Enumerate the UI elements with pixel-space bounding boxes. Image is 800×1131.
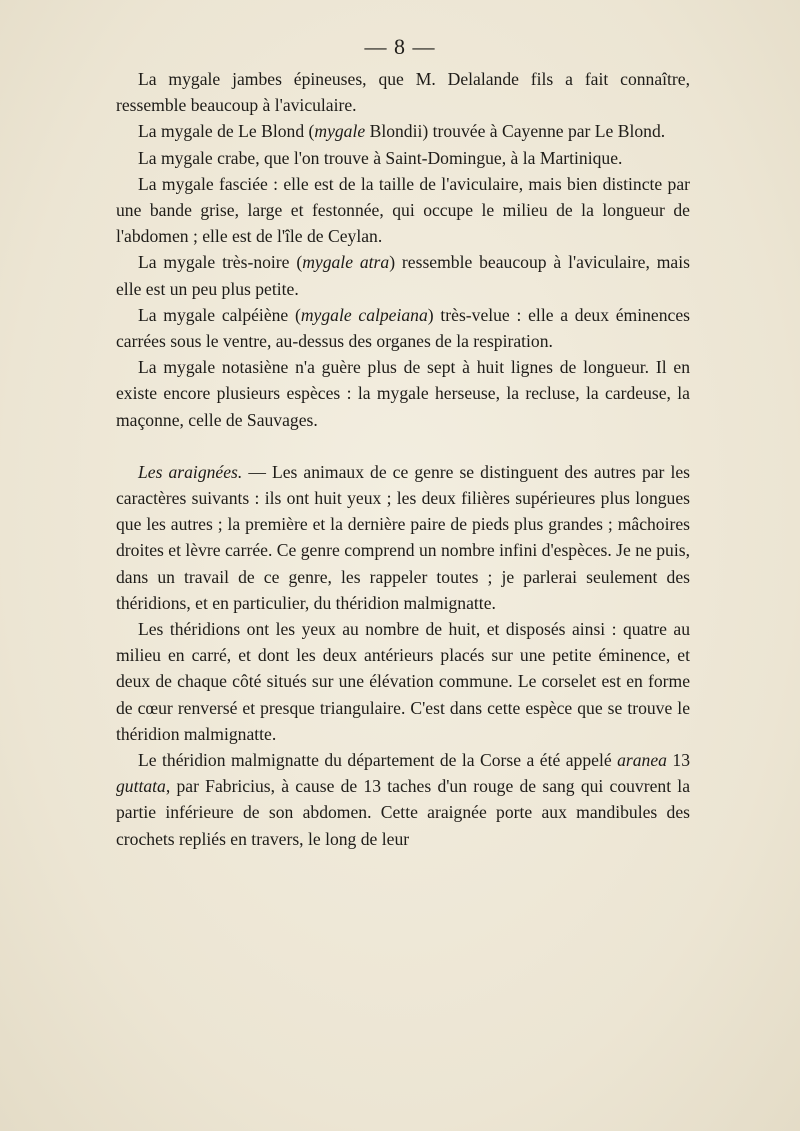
italic-text: mygale atra (302, 252, 390, 273)
text-run: ) très-velue : elle a deux éminences carrées sous le ventre, au-dessus des organes de la respiration. (116, 304, 690, 352)
text-run: ) ressemble beaucoup à l'aviculaire, mais elle est un peu plus petite. (116, 252, 690, 299)
italic-text: mygale calpeiana (300, 304, 428, 325)
text-run: Blondii) trouvée à Cayenne par Le Blond. (365, 121, 666, 142)
italic-text: Les araignées. (138, 461, 243, 482)
italic-text: mygale (314, 121, 366, 142)
text-run: 13 (666, 750, 690, 771)
paragraph-p1 (116, 66, 690, 118)
text-run: La mygale notasiène n'a guère plus de sept à huit lignes de longueur. Il en existe encore plusieurs espèces : la mygale herseuse, la recluse, la cardeuse, la maçonne, celle de Sauvages. (116, 357, 690, 430)
italic-text: guttata (116, 776, 166, 797)
text-run: La mygale calpéiène ( (138, 304, 301, 325)
text-run: La mygale jambes épineuses, que M. Delalande fils a fait connaître, ressemble beaucoup à l'aviculaire. (116, 69, 690, 116)
body-text (116, 66, 690, 852)
text-run: Le théridion malmignatte du département de la Corse a été appelé (138, 750, 618, 771)
paragraph-p7 (116, 354, 690, 433)
text-run: La mygale crabe, que l'on trouve à Saint-Domingue, à la Martinique. (138, 147, 623, 168)
text-run: La mygale de Le Blond ( (138, 121, 315, 142)
text-run: , par Fabricius, à cause de 13 taches d'un rouge de sang qui couvrent la partie inférieure de son abdomen. Cette araignée porte aux mandibules des crochets repliés en travers, le long de leur (116, 776, 690, 849)
text-run: La mygale fasciée : elle est de la taille de l'aviculaire, mais bien distincte par une bande grise, large et festonnée, qui occupe le milieu de la longueur de l'abdomen ; elle est de l'île de Ceylan. (116, 173, 690, 247)
text-run: La mygale très-noire ( (138, 252, 303, 273)
page-number: — 8 — (364, 34, 436, 59)
paragraph-p4 (116, 171, 690, 250)
text-run: Les théridions ont les yeux au nombre de huit, et disposés ainsi : quatre au milieu en carré, et dont les deux antérieurs placés sur une petite éminence, et deux de chaque côté situés sur une élévation commune. Le corselet est en forme de cœur renversé et presque triangulaire. C'est dans cette espèce que se trouve le théridion malmignatte. (116, 619, 690, 744)
italic-text: aranea (617, 750, 667, 771)
paragraph-p9 (116, 616, 690, 747)
paragraph-p6 (116, 302, 690, 354)
paragraph-p5 (116, 249, 690, 301)
paragraph-p3 (116, 145, 690, 171)
text-run: — Les animaux de ce genre se distinguent des autres par les caractères suivants : ils ont huit yeux ; les deux filières supérieures plus longues que les autres ; la première et la dernière paire de pieds plus grandes ; mâchoires droites et lèvre carrée. Ce genre comprend un nombre infini d'espèces. Je ne puis, dans un travail de ce genre, les rappeler toutes ; je parlerai seulement des théridions, et en particulier, du théridion malmignatte. (116, 461, 690, 613)
paragraph-p8 (116, 459, 690, 616)
paragraph-p10 (116, 747, 690, 852)
paragraph-p2 (116, 118, 690, 144)
